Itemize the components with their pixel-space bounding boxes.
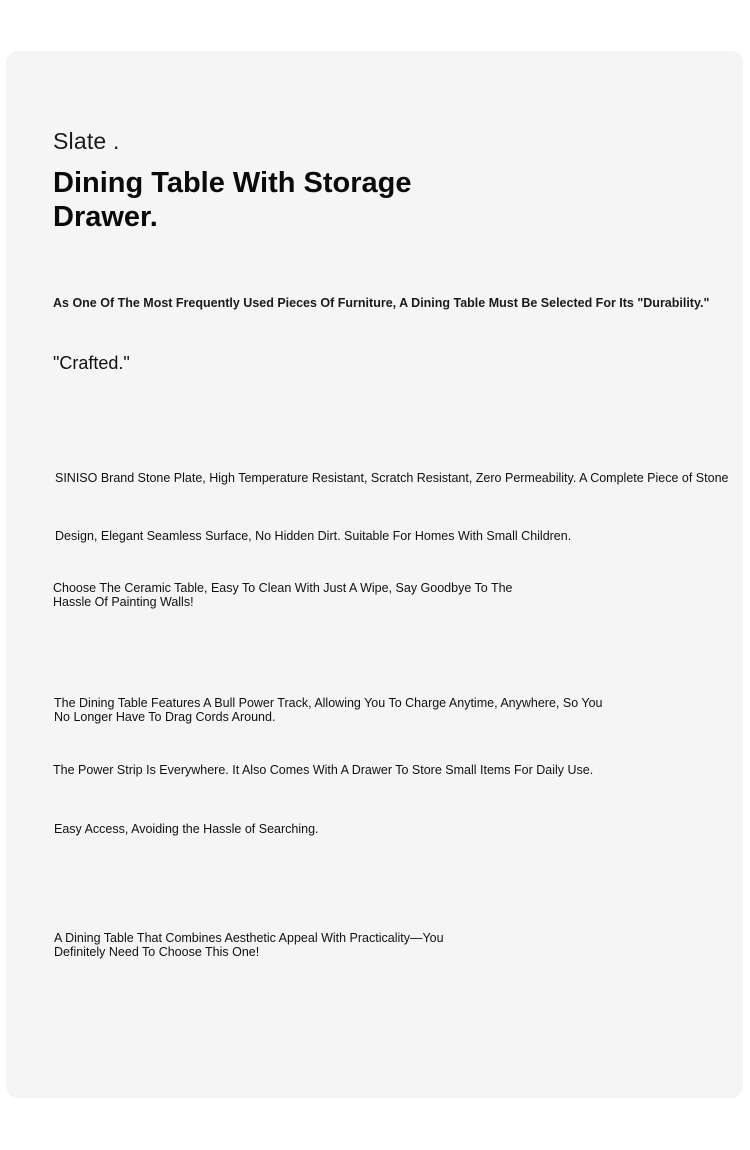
paragraph-stone-plate: SINISO Brand Stone Plate, High Temperature Resistant, Scratch Resistant, Zero Permeability. A Complete Piece of Stone [55, 471, 729, 485]
subheading: "Crafted." [53, 353, 130, 373]
paragraph-power-track: The Dining Table Features A Bull Power Track, Allowing You To Charge Anytime, Anywhere, So You No Longer Have To Drag Cords Around. [54, 696, 603, 724]
paragraph-conclusion: A Dining Table That Combines Aesthetic Appeal With Practicality—You Definitely Need To Choose This One! [54, 931, 444, 959]
product-title: Dining Table With Storage Drawer. [53, 167, 412, 233]
paragraph-power-strip: The Power Strip Is Everywhere. It Also Comes With A Drawer To Store Small Items For Daily Use. [53, 763, 594, 777]
paragraph-seamless-design: Design, Elegant Seamless Surface, No Hidden Dirt. Suitable For Homes With Small Children. [55, 529, 572, 543]
paragraph-easy-access: Easy Access, Avoiding the Hassle of Searching. [54, 822, 319, 836]
intro-text: As One Of The Most Frequently Used Pieces Of Furniture, A Dining Table Must Be Selected For Its "Durability." [53, 296, 710, 310]
paragraph-ceramic-table: Choose The Ceramic Table, Easy To Clean With Just A Wipe, Say Goodbye To The Hassle Of Painting Walls! [53, 581, 513, 609]
brand-logo: Slate . [53, 128, 120, 154]
